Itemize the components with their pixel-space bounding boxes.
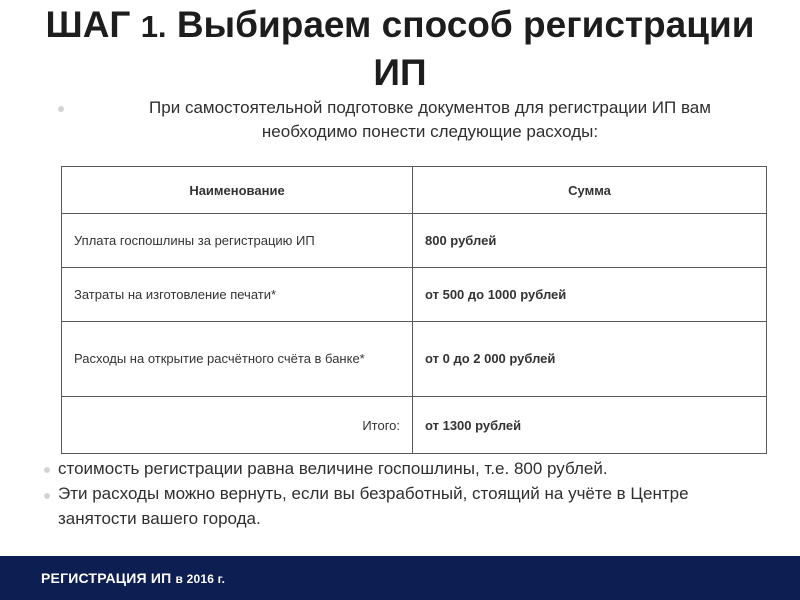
footer-text xyxy=(41,570,225,586)
costs-table xyxy=(61,166,767,454)
cell-name: Расходы на открытие расчётного счёта в банке* xyxy=(62,322,413,397)
bottom-line-1: стоимость регистрации равна величине госпошлины, т.е. 800 рублей. xyxy=(58,459,608,478)
footer-bar xyxy=(0,556,800,600)
table-header-row xyxy=(62,167,767,214)
cell-amount: от 0 до 2 000 рублей xyxy=(413,322,767,397)
bottom-line-3: занятости вашего города. xyxy=(58,509,261,528)
title-text: Выбираем способ регистрации xyxy=(176,4,755,45)
slide-title-line1 xyxy=(0,2,800,50)
table-row xyxy=(62,268,767,322)
total-label: Итого: xyxy=(62,397,413,454)
bullet-icon xyxy=(58,106,64,112)
cell-name: Уплата госпошлины за регистрацию ИП xyxy=(62,214,413,268)
cell-name: Затраты на изготовление печати* xyxy=(62,268,413,322)
column-header-name: Наименование xyxy=(62,167,413,214)
intro-text xyxy=(80,96,780,144)
intro-line-1: При самостоятельной подготовке документов для регистрации ИП вам xyxy=(149,98,711,117)
bullet-icon xyxy=(44,493,50,499)
slide-title xyxy=(0,2,800,96)
slide-title-line2: ИП xyxy=(373,52,427,93)
total-amount: от 1300 рублей xyxy=(413,397,767,454)
bottom-text xyxy=(58,456,788,531)
intro-line-2: необходимо понести следующие расходы: xyxy=(261,122,599,141)
table-row xyxy=(62,214,767,268)
table-total-row xyxy=(62,397,767,454)
cell-amount: от 500 до 1000 рублей xyxy=(413,268,767,322)
title-prefix: ШАГ xyxy=(45,4,131,45)
footer-main: РЕГИСТРАЦИЯ ИП xyxy=(41,570,172,586)
cell-amount: 800 рублей xyxy=(413,214,767,268)
bottom-line-2: Эти расходы можно вернуть, если вы безработный, стоящий на учёте в Центре xyxy=(58,484,689,503)
table-row xyxy=(62,322,767,397)
footer-year: в 2016 г. xyxy=(175,572,226,586)
column-header-amount: Сумма xyxy=(413,167,767,214)
title-step-number: 1. xyxy=(140,9,167,44)
bullet-icon xyxy=(44,467,50,473)
